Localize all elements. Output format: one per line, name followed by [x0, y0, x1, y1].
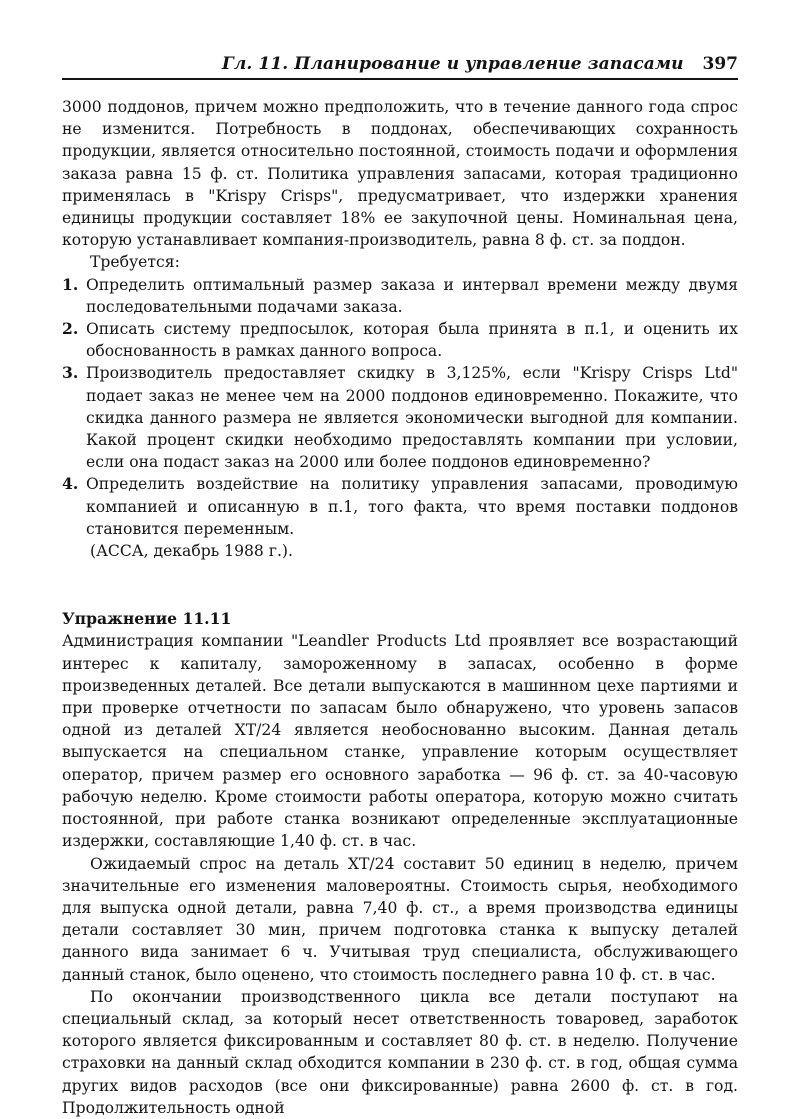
exercise-paragraph: Ожидаемый спрос на деталь XT/24 составит 50 единиц в неделю, причем значительные его изменения маловероятны. Стоимость сырья, необходимого для выпуска одной детали, равна 7,40 ф. ст., а время производства единицы детали составляет 30 мин, причем подготовка станка к выпуску деталей данного вида занимает 6 ч. Учитывая труд специалиста, обслуживающего данный станок, было оценено, что стоимость последнего равна 10 ф. ст. в час. [62, 854, 738, 984]
task-item [62, 473, 738, 540]
task-item [62, 274, 738, 318]
task-text: Определить оптимальный размер заказа и интервал времени между двумя последовательными подачами заказа. [86, 275, 738, 316]
task-item [62, 362, 738, 473]
task-text: Производитель предоставляет скидку в 3,125%, если "Krispy Crisps Ltd" подает заказ не менее чем на 2000 поддонов единовременно. Покажите, что скидка данного размера не является экономически выгодной для компании. Какой процент скидки необходимо предоставлять компании при условии, если она подаст заказ на 2000 или более поддонов единовременно? [86, 364, 738, 472]
task-number: 2. [62, 319, 79, 339]
task-number: 4. [62, 474, 79, 494]
page-body [62, 96, 738, 1119]
page-number: 397 [702, 54, 738, 74]
exercise-paragraph: Администрация компании "Leandler Products Ltd проявляет все возрастающий интерес к капиталу, замороженному в запасах, особенно в форме произведенных деталей. Все детали выпускаются в машинном цехе партиями и при проверке отчетности по запасам было обнаружено, что уровень запасов одной из деталей XT/24 является необоснованно высоким. Данная деталь выпускается на специальном станке, управление которым осуществляет оператор, причем размер его основного заработка — 96 ф. ст. за 40-часовую рабочую неделю. Кроме стоимости работы оператора, которую можно считать постоянной, при работе станка возникают определенные эксплуатационные издержки, составляющие 1,40 ф. ст. в час. [62, 632, 738, 851]
header-rule [62, 78, 738, 80]
task-list [62, 274, 738, 540]
running-header [62, 54, 738, 78]
task-number: 1. [62, 274, 79, 294]
intro-paragraph: 3000 поддонов, причем можно предположить, что в течение данного года спрос не изменится. Потребность в поддонах, обеспечивающих сохранность продукции, является относительно постоянной, стоимость подачи и оформления заказа равна 15 ф. ст. Политика управления запасами, которая традиционно применялась в "Krispy Crisps", предусматривает, что издержки хранения единицы продукции составляет 18% ее закупочной цены. Номинальная цена, которую устанавливает компания-производитель, равна 8 ф. ст. за поддон. [62, 98, 738, 250]
task-text: Описать систему предпосылок, которая была принята в п.1, и оценить их обоснованность в рамках данного вопроса. [86, 320, 738, 361]
running-title: Гл. 11. Планирование и управление запасами [222, 54, 684, 74]
requirements-label: Требуется: [90, 253, 180, 272]
source-note: (АССА, декабрь 1988 г.). [90, 542, 293, 561]
task-number: 3. [62, 363, 79, 383]
task-text: Определить воздействие на политику управления запасами, проводимую компанией и описанную в п.1, того факта, что время поставки поддонов становится переменным. [86, 475, 738, 538]
exercise-paragraph: По окончании производственного цикла все детали поступают на специальный склад, за который несет ответственность товаровед, заработок которого является фиксированным и составляет 80 ф. ст. в неделю. Получение страховки на данный склад обходится компании в 230 ф. ст. в год, общая сумма других видов расходов (все они фиксированные) равна 2600 ф. ст. в год. Продолжительность одной [62, 987, 738, 1117]
exercise-heading: Упражнение 11.11 [62, 609, 232, 629]
task-item [62, 318, 738, 362]
